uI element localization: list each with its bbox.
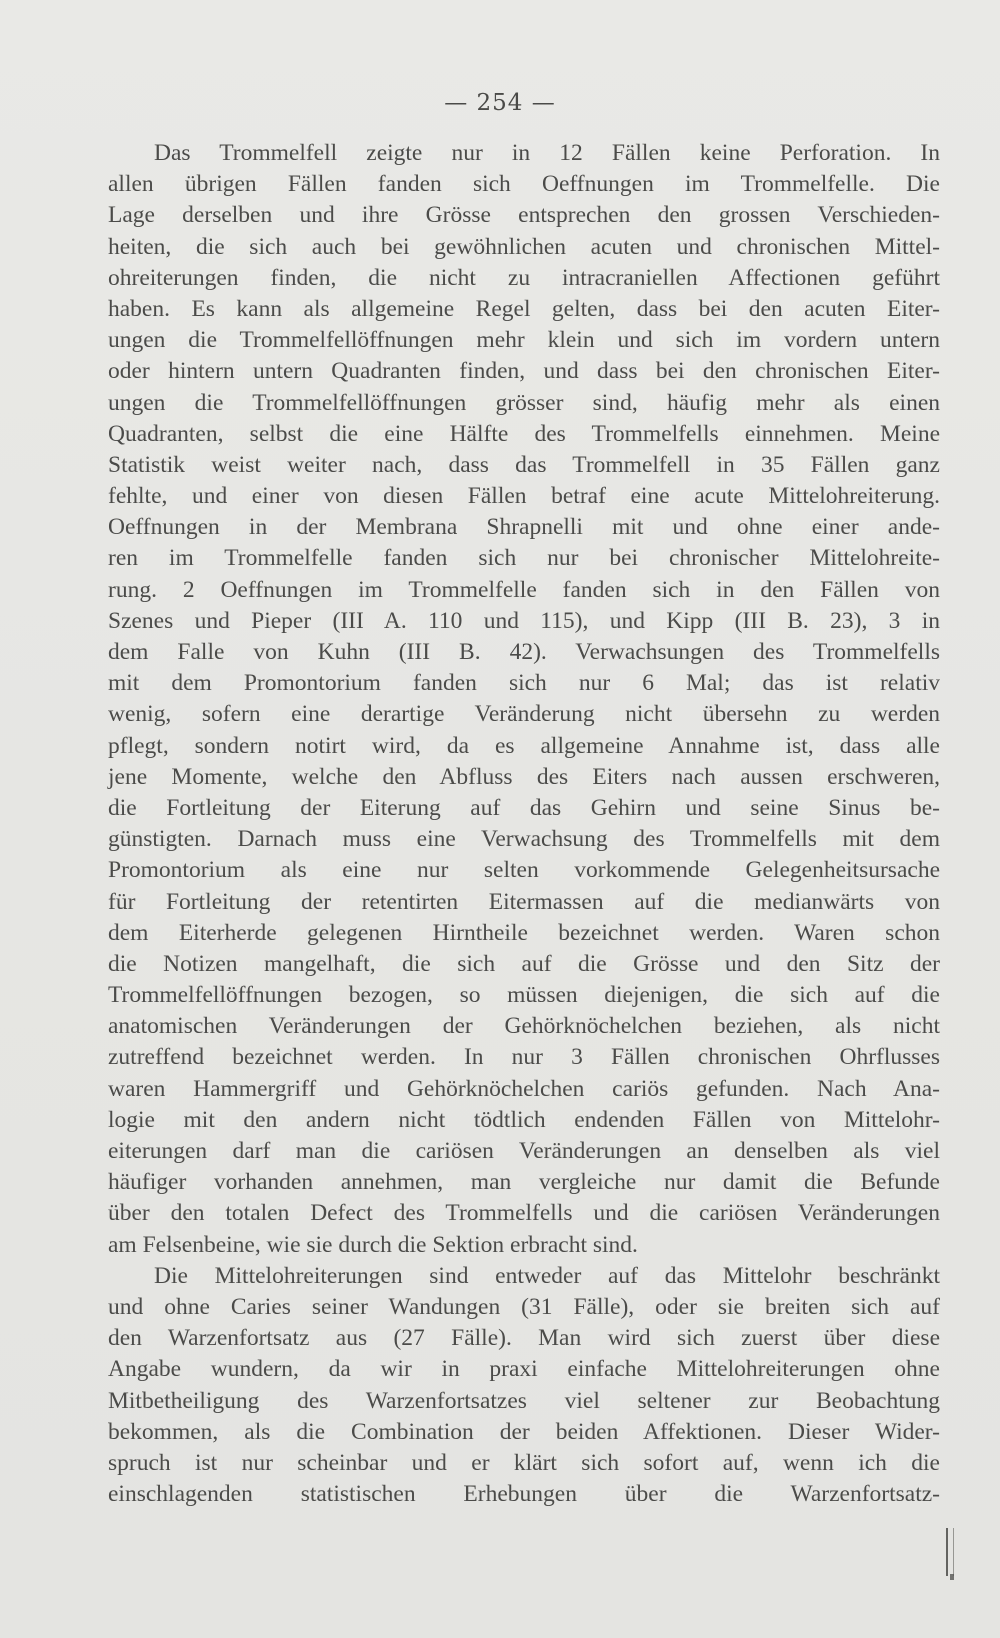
text-line: und ohne Caries seiner Wandungen (31 Fälle), oder sie breiten sich auf	[108, 1293, 940, 1320]
text-line: günstigten. Darnach muss eine Verwachsung des Trommelfells mit dem	[108, 826, 940, 853]
text-line: Promontorium als eine nur selten vorkommende Gelegenheitsursache	[108, 857, 940, 884]
text-line: waren Hammergriff und Gehörknöchelchen cariös gefunden. Nach Ana-	[108, 1075, 940, 1102]
text-line: fehlte, und einer von diesen Fällen betraf eine acute Mittelohreiterung.	[108, 483, 940, 510]
page-edge-mark	[946, 1528, 954, 1576]
text-line: logie mit den andern nicht tödtlich endenden Fällen von Mittelohr-	[108, 1106, 940, 1133]
text-line: spruch ist nur scheinbar und er klärt sich sofort auf, wenn ich die	[108, 1449, 940, 1476]
page-edge-dot	[950, 1574, 954, 1580]
text-line: ungen die Trommelfellöffnungen grösser sind, häufig mehr als einen	[108, 389, 940, 416]
text-line: Angabe wundern, da wir in praxi einfache Mittelohreiterungen ohne	[108, 1356, 940, 1383]
text-line: ren im Trommelfelle fanden sich nur bei chronischer Mittelohreite-	[108, 545, 940, 572]
text-line: den Warzenfortsatz aus (27 Fälle). Man wird sich zuerst über diese	[108, 1325, 940, 1352]
text-line: Trommelfellöffnungen bezogen, so müssen diejenigen, die sich auf die	[108, 982, 940, 1009]
page-number: — 254 —	[444, 90, 556, 116]
text-line: rung. 2 Oeffnungen im Trommelfelle fanden sich in den Fällen von	[108, 576, 940, 603]
text-line: oder hintern untern Quadranten finden, und dass bei den chronischen Eiter-	[108, 358, 940, 385]
text-line: ohreiterungen finden, die nicht zu intracraniellen Affectionen geführt	[108, 264, 940, 291]
text-line: haben. Es kann als allgemeine Regel gelten, dass bei den acuten Eiter-	[108, 295, 940, 322]
text-line: jene Momente, welche den Abfluss des Eiters nach aussen erschweren,	[108, 763, 940, 790]
text-line: am Felsenbeine, wie sie durch die Sektion erbracht sind.	[108, 1231, 638, 1258]
text-line: für Fortleitung der retentirten Eitermassen auf die medianwärts von	[108, 888, 940, 915]
text-line: Szenes und Pieper (III A. 110 und 115), und Kipp (III B. 23), 3 in	[108, 607, 940, 634]
text-line: Lage derselben und ihre Grösse entsprechen den grossen Verschieden-	[108, 202, 940, 229]
text-line: häufiger vorhanden annehmen, man vergleiche nur damit die Befunde	[108, 1169, 940, 1196]
text-line: heiten, die sich auch bei gewöhnlichen acuten und chronischen Mittel-	[108, 233, 940, 260]
text-line: Quadranten, selbst die eine Hälfte des Trommelfells einnehmen. Meine	[108, 420, 940, 447]
text-line: Statistik weist weiter nach, dass das Trommelfell in 35 Fällen ganz	[108, 451, 940, 478]
text-line: einschlagenden statistischen Erhebungen über die Warzenfortsatz-	[108, 1481, 940, 1508]
text-line: Das Trommelfell zeigte nur in 12 Fällen keine Perforation. In	[154, 140, 940, 166]
text-line: die Fortleitung der Eiterung auf das Gehirn und seine Sinus be-	[108, 794, 940, 821]
text-line: allen übrigen Fällen fanden sich Oeffnungen im Trommelfelle. Die	[108, 171, 940, 198]
text-line: bekommen, als die Combination der beiden Affektionen. Dieser Wider-	[108, 1418, 940, 1445]
text-line: mit dem Promontorium fanden sich nur 6 Mal; das ist relativ	[108, 670, 940, 697]
text-line: Oeffnungen in der Membrana Shrapnelli mit und ohne einer ande-	[108, 514, 940, 541]
text-line: dem Falle von Kuhn (III B. 42). Verwachsungen des Trommelfells	[108, 639, 940, 665]
text-line: wenig, sofern eine derartige Veränderung nicht übersehn zu werden	[108, 701, 940, 728]
text-line: Die Mittelohreiterungen sind entweder auf das Mittelohr beschränkt	[154, 1262, 940, 1289]
text-line: über den totalen Defect des Trommelfells und die cariösen Veränderungen	[108, 1200, 940, 1227]
text-line: dem Eiterherde gelegenen Hirntheile bezeichnet werden. Waren schon	[108, 919, 940, 946]
text-line: pflegt, sondern notirt wird, da es allgemeine Annahme ist, dass alle	[108, 732, 940, 759]
text-line: ungen die Trommelfellöffnungen mehr klein und sich im vordern untern	[108, 327, 940, 354]
body-text	[108, 138, 940, 1510]
text-line: zutreffend bezeichnet werden. In nur 3 Fällen chronischen Ohrflusses	[108, 1044, 940, 1071]
text-line: die Notizen mangelhaft, die sich auf die Grösse und den Sitz der	[108, 950, 940, 977]
text-line: eiterungen darf man die cariösen Veränderungen an denselben als viel	[108, 1138, 940, 1164]
text-line: anatomischen Veränderungen der Gehörknöchelchen beziehen, als nicht	[108, 1013, 940, 1040]
text-line: Mitbetheiligung des Warzenfortsatzes viel seltener zur Beobachtung	[108, 1387, 940, 1414]
paragraph-1	[108, 138, 940, 1261]
paragraph-2	[108, 1261, 940, 1511]
